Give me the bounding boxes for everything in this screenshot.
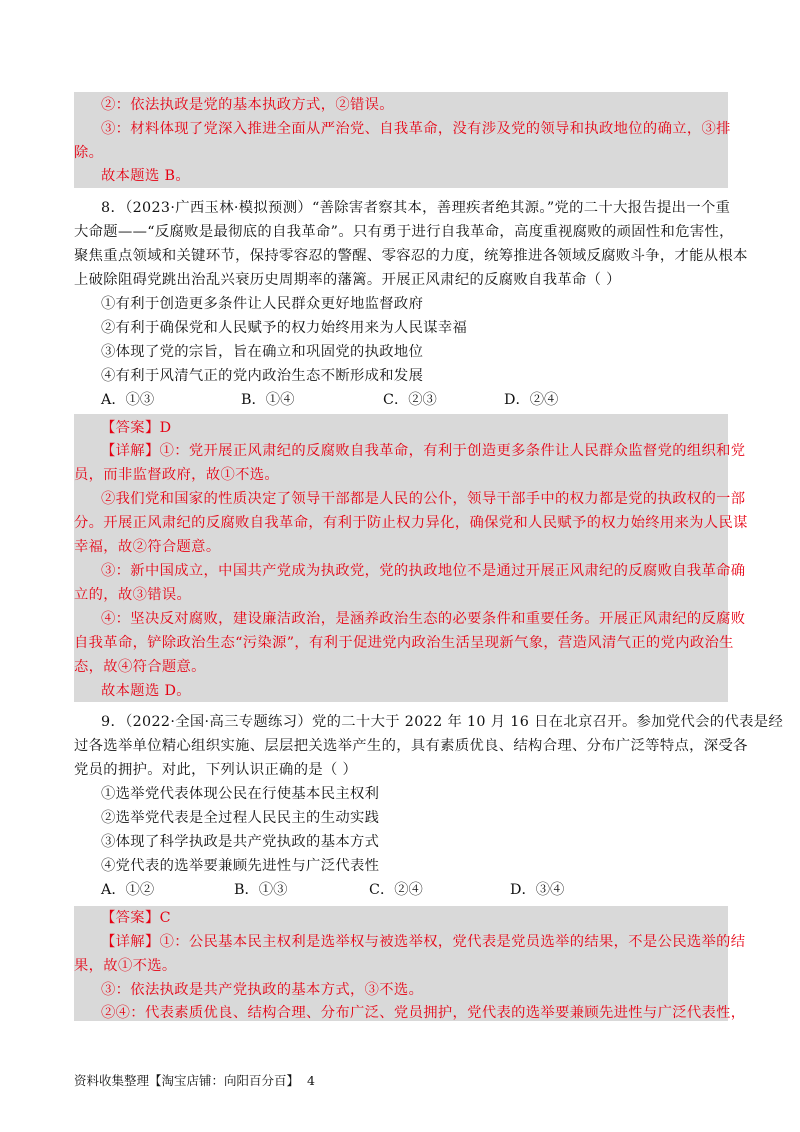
page-footer [74,1071,319,1089]
question-9-explanation: ②④：代表素质优良、结构合理、分布广泛、党员拥护，党代表的选举要兼顾先进性与广泛代表性， [101,1005,746,1021]
question-8-explanation: 立的，故③错误。 [74,587,192,603]
question-9-statement: ④党代表的选举要兼顾先进性与广泛代表性 [101,858,380,874]
analysis-line: ③：材料体现了党深入推进全面从严治党、自我革命，没有涉及党的领导和执政地位的确立，③排 [101,121,731,137]
question-8-explanation: 员，而非监督政府，故①不选。 [74,467,280,483]
analysis-line: ②：依法执政是党的基本执政方式，②错误。 [101,97,394,113]
question-8-explanation: 分。开展正风肃纪的反腐败自我革命，有利于防止权力异化，确保党和人民赋予的权力始终用来为人民谋 [74,515,748,531]
question-8-stem: 8．（2023·广西玉林·模拟预测）“善除害者察其本，善理疾者绝其源。”党的二十大报告提出一个重 [101,200,731,216]
question-8-conclusion: 故本题选 D。 [101,683,191,699]
question-8-explanation: ④：坚决反对腐败，建设廉洁政治，是涵养政治生态的必要条件和重要任务。开展正风肃纪的反腐败 [101,611,746,627]
question-9-option-c: C．②④ [369,882,423,898]
question-8-answer: 【答案】D [101,420,172,436]
question-9-option-b: B．①③ [234,882,288,898]
question-8-explanation: 态，故④符合题意。 [74,659,206,675]
question-9-statement: ②选举党代表是全过程人民民主的生动实践 [101,810,380,826]
question-8-statement: ①有利于创造更多条件让人民群众更好地监督政府 [101,296,424,312]
question-9-explanation: 【详解】①：公民基本民主权利是选举权与被选举权，党代表是党员选举的结果，不是公民选举的结 [101,934,746,950]
question-8-explanation: ②我们党和国家的性质决定了领导干部都是人民的公仆，领导干部手中的权力都是党的执政权的一部 [101,491,746,507]
question-9-stem: 过各选举单位精心组织实施、层层把关选举产生的，具有素质优良、结构合理、分布广泛等特点，深受各 [74,738,748,754]
question-9-option-d: D．③④ [510,882,565,898]
question-8-stem: 大命题——“反腐败是最彻底的自我革命”。只有勇于进行自我革命，高度重视腐败的顽固性和危害性， [74,224,734,240]
question-8-explanation: ③：新中国成立，中国共产党成为执政党，党的执政地位不是通过开展正风肃纪的反腐败自我革命确 [101,563,746,579]
question-8-explanation: 自我革命，铲除政治生态“污染源”，有利于促进党内政治生活呈现新气象，营造风清气正的党内政治生 [74,635,734,651]
analysis-line: 除。 [74,145,104,161]
page-number: 4 [307,1073,315,1088]
footer-source: 资料收集整理【淘宝店铺：向阳百分百】 [74,1073,300,1088]
question-9-statement: ③体现了科学执政是共产党执政的基本方式 [101,834,380,850]
question-8-statement: ④有利于风清气正的党内政治生态不断形成和发展 [101,368,424,384]
question-8-explanation: 幸福，故②符合题意。 [74,539,221,555]
question-8-statement: ②有利于确保党和人民赋予的权力始终用来为人民谋幸福 [101,320,468,336]
question-9-explanation: ③：依法执政是共产党执政的基本方式，③不选。 [101,982,424,998]
question-9-stem: 党员的拥护。对此，下列认识正确的是（ ） [74,762,358,778]
question-8-stem: 聚焦重点领域和关键环节，保持零容忍的警醒、零容忍的力度，统筹推进各领域反腐败斗争，才能从根本 [74,248,748,264]
question-9-statement: ①选举党代表体现公民在行使基本民主权利 [101,786,380,802]
question-8-option-c: C．②③ [383,392,437,408]
question-9-option-a: A．①② [101,882,155,898]
question-8-stem: 上破除阻碍党跳出治乱兴衰历史周期率的藩篱。开展正风肃纪的反腐败自我革命（ ） [74,272,621,288]
question-8-statement: ③体现了党的宗旨，旨在确立和巩固党的执政地位 [101,344,424,360]
question-8-option-b: B．①④ [241,392,295,408]
question-9-stem: 9．（2022·全国·高三专题练习）党的二十大于 2022 年 10 月 16 日在北京召开。参加党代会的代表是经 [101,714,784,730]
question-8-explanation: 【详解】①：党开展正风肃纪的反腐败自我革命，有利于创造更多条件让人民群众监督党的组织和党 [101,443,746,459]
question-8-option-d: D．②④ [504,392,559,408]
question-9-answer: 【答案】C [101,910,171,926]
question-9-explanation: 果，故①不选。 [74,958,177,974]
analysis-conclusion: 故本题选 B。 [101,168,190,184]
question-8-option-a: A．①③ [101,392,155,408]
